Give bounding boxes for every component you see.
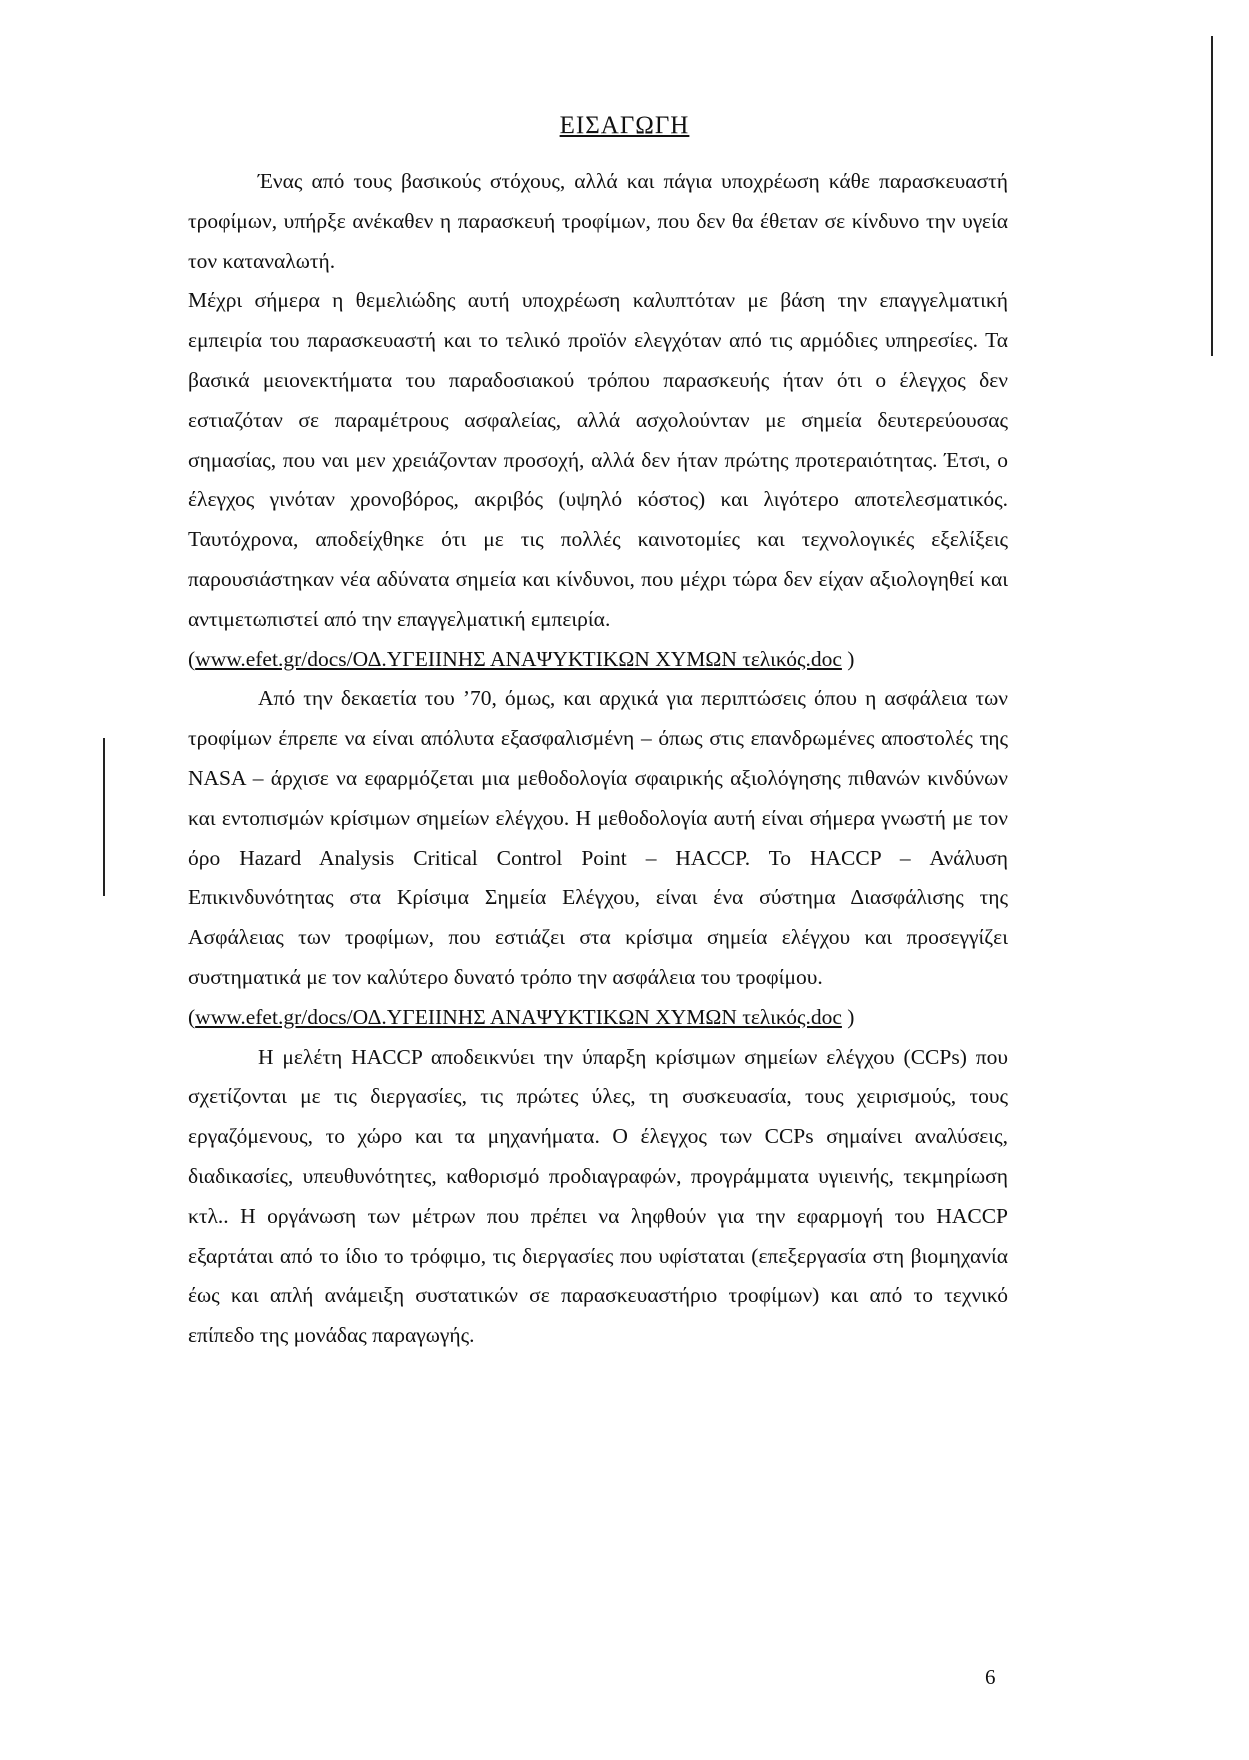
page-number: 6 [985,1665,996,1689]
reference-close: ) [841,646,855,671]
reference-open: ( [188,646,196,671]
reference-open: ( [188,1004,196,1029]
paragraph-4: Η μελέτη HACCP αποδεικνύει την ύπαρξη κρίσιμων σημείων ελέγχου (CCPs) που σχετίζονται με τις διεργασίες, τις πρώτες ύλες, τη συσκευασία, τους χειρισμούς, τους εργαζόμενους, το χώρο και τα μηχανήματα. Ο έλεγχος των CCPs σημαίνει αναλύσεις, διαδικασίες, υπευθυνότητες, καθορισμό προδιαγραφών, προγράμματα υγιεινής, τεκμηρίωση κτλ.. Η οργάνωση των μέτρων που πρέπει να ληφθούν για την εφαρμογή του HACCP εξαρτάται από το ίδιο το τρόφιμο, τις διεργασίες που υφίσταται (επεξεργασία στη βιομηχανία έως και απλή ανάμειξη συστατικών σε παρασκευαστήριο τροφίμων) και από το τεχνικό επίπεδο της μονάδας παραγωγής. [188,1044,1008,1348]
reference-close: ) [841,1004,855,1029]
paragraph-2: Μέχρι σήμερα η θεμελιώδης αυτή υποχρέωση καλυπτόταν με βάση την επαγγελματική εμπειρία του παρασκευαστή και το τελικό προϊόν ελεγχόταν από τις αρμόδιες υπηρεσίες. Τα βασικά μειονεκτήματα του παραδοσιακού τρόπου παρασκευής ήταν ότι ο έλεγχος δεν εστιαζόταν σε παραμέτρους ασφαλείας, αλλά ασχολούνταν με σημεία δευτερεύουσας σημασίας, που ναι μεν χρειάζονταν προσοχή, αλλά δεν ήταν πρώτης προτεραιότητας. Έτσι, ο έλεγχος γινόταν χρονοβόρος, ακριβός (υψηλό κόστος) και λιγότερο αποτελεσματικός. Ταυτόχρονα, αποδείχθηκε ότι με τις πολλές καινοτομίες και τεχνολογικές εξελίξεις παρουσιάστηκαν νέα αδύνατα σημεία και κίνδυνοι, που μέχρι τώρα δεν είχαν αξιολογηθεί και αντιμετωπιστεί από την επαγγελματική εμπειρία. [188,288,1008,631]
scan-edge-line [1211,36,1213,356]
paragraph-1: Ένας από τους βασικούς στόχους, αλλά και πάγια υποχρέωση κάθε παρασκευαστή τροφίμων, υπήρξε ανέκαθεν η παρασκευή τροφίμων, που δεν θα έθεταν σε κίνδυνο την υγεία τον καταναλωτή. [188,169,1008,273]
body-text [188,162,1008,1356]
reference-link[interactable]: www.efet.gr/docs/ΟΔ.ΥΓΕΙΙΝΗΣ ΑΝΑΨΥΚΤΙΚΩΝ ΧΥΜΩΝ τελικός.doc [195,1004,842,1029]
reference-link[interactable]: www.efet.gr/docs/ΟΔ.ΥΓΕΙΙΝΗΣ ΑΝΑΨΥΚΤΙΚΩΝ ΧΥΜΩΝ τελικός.doc [195,646,842,671]
reference-1 [188,640,1008,680]
page-title: ΕΙΣΑΓΩΓΗ [559,112,690,139]
scan-margin-line [103,738,105,896]
reference-2 [188,998,1008,1038]
paragraph-3: Από την δεκαετία του ’70, όμως, και αρχικά για περιπτώσεις όπου η ασφάλεια των τροφίμων έπρεπε να είναι απόλυτα εξασφαλισμένη – όπως στις επανδρωμένες αποστολές της NASA – άρχισε να εφαρμόζεται μια μεθοδολογία σφαιρικής αξιολόγησης πιθανών κινδύνων και εντοπισμών κρίσιμων σημείων ελέγχου. Η μεθοδολογία αυτή είναι σήμερα γνωστή με τον όρο Hazard Analysis Critical Control Point – HACCP. To HACCP – Ανάλυση Επικινδυνότητας στα Κρίσιμα Σημεία Ελέγχου, είναι ένα σύστημα Διασφάλισης της Ασφάλειας των τροφίμων, που εστιάζει στα κρίσιμα σημεία ελέγχου και προσεγγίζει συστηματικά με τον καλύτερο δυνατό τρόπο την ασφάλεια του τροφίμου. [188,686,1008,989]
